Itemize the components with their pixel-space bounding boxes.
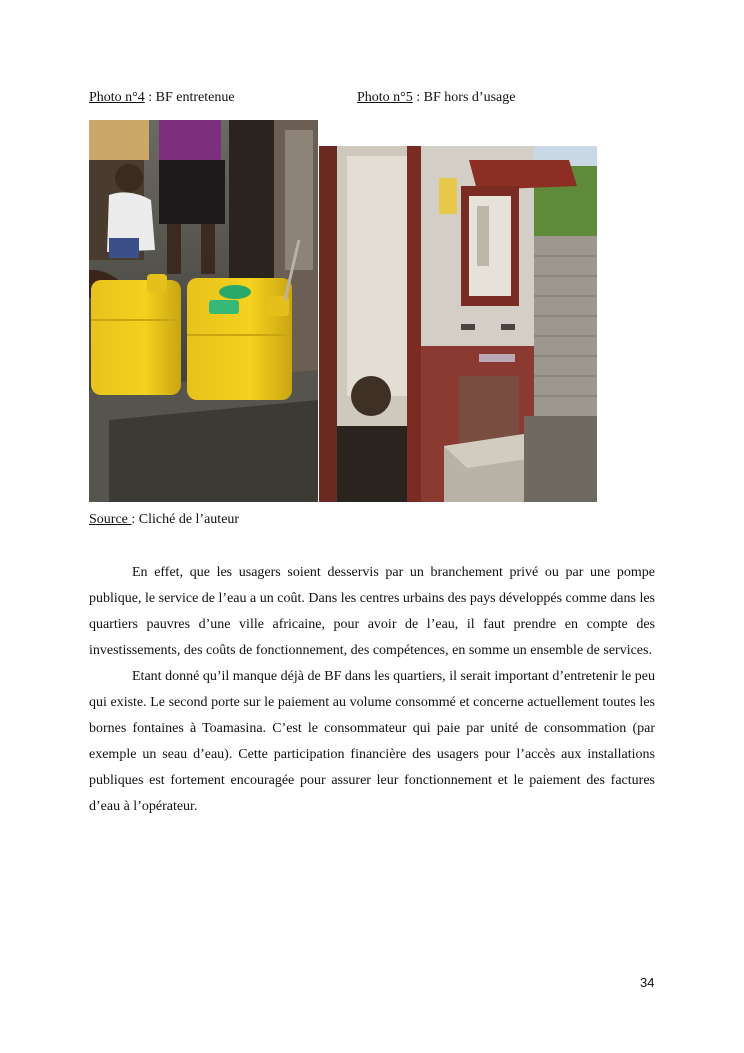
photo4-title: : BF entretenue — [144, 90, 235, 105]
photo4-caption — [89, 89, 235, 107]
source-label: Source — [89, 512, 132, 527]
paragraph-1: En effet, que les usagers soient desservis par un branchement privé ou par une pompe publique, le service de l’eau a un coût. Dans les centres urbains des pays développés comme dans les quartiers pauvres d’une ville africaine, pour avoir de l’eau, il faut prendre en compte des investissements, des coûts de fonctionnement, des compétences, en somme un ensemble de services. — [89, 565, 655, 658]
photo5-image — [319, 146, 597, 502]
paragraph-2: Etant donné qu’il manque déjà de BF dans les quartiers, il serait important d’entretenir le peu qui existe. Le second porte sur le paiement au volume consommé et concerne actuellement toutes les bornes fontaines à Toamasina. C’est le consommateur qui paie par unité de consommation (par exemple un seau d’eau). Cette participation financière des usagers pour l’accès aux installations publiques est fortement encouragée pour assurer leur fonctionnement et le paiement des factures d’eau à l’opérateur. — [89, 669, 655, 814]
source-text: : Cliché de l’auteur — [131, 512, 240, 527]
body-text — [89, 560, 655, 820]
photo4-label: Photo n°4 — [89, 90, 145, 105]
photo5-title: : BF hors d’usage — [412, 90, 516, 105]
source-line — [89, 511, 239, 529]
photo4-image — [89, 120, 318, 502]
page-number: 34 — [640, 975, 655, 990]
photo5-caption — [357, 89, 515, 107]
photo5-label: Photo n°5 — [357, 90, 413, 105]
